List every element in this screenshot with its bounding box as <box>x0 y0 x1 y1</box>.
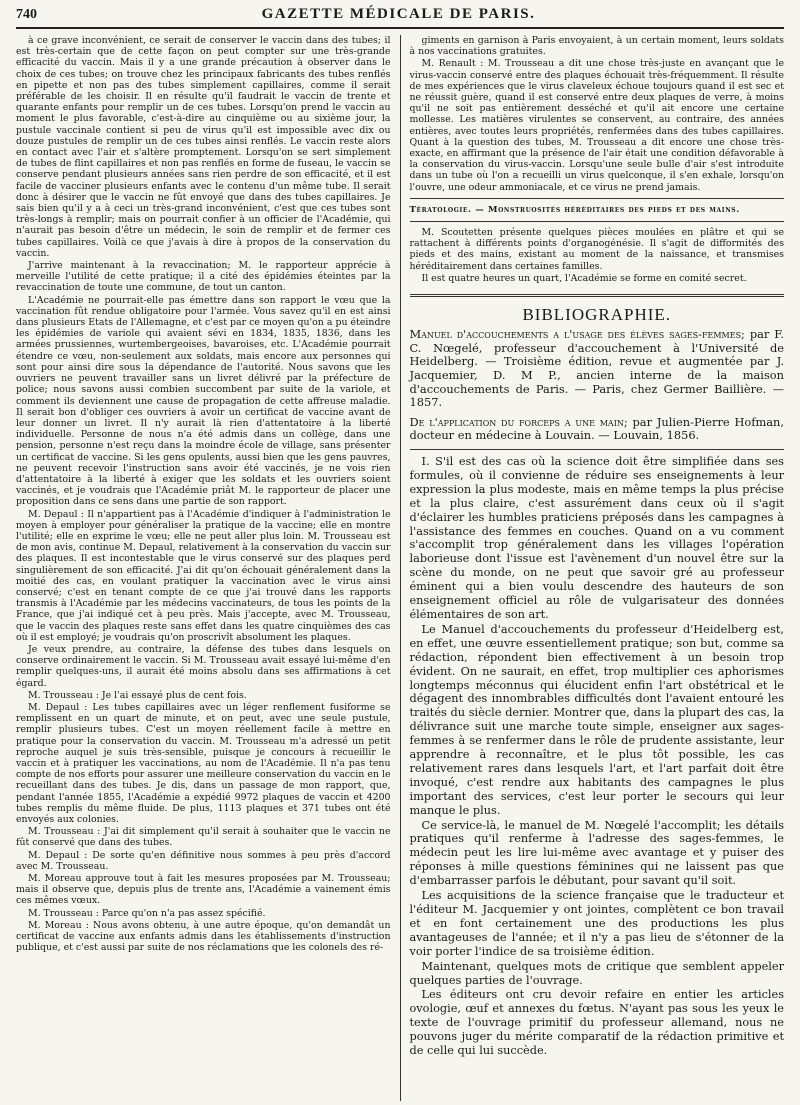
paragraph: I. S'il est des cas où la science doit être simplifiée dans ses formules, où il convienne de réduire ses enseignements à leur expression la plus modeste, mais en même temps la plus précise et la plus claire, c'est assurément dans ceux où il s'agit d'éclairer les humbles praticiens préposés dans les campagnes à l'assistance des femmes en couches. Quand on a vu comment s'accomplit trop généralement dans les villages l'opération laborieuse dont l'issue est l'avènement d'un nouvel être sur la scène du monde, on ne peut que savoir gré au professeur éminent qui a bien voulu descendre des hauteurs de son enseignement officiel au rôle de vulgarisateur des données élémentaires de son art. <box>409 455 784 621</box>
bibliography-title: BIBLIOGRAPHIE. <box>522 305 672 325</box>
bibliography-entry <box>410 328 785 410</box>
left-column <box>16 35 400 1101</box>
paragraph: Les éditeurs ont cru devoir refaire en entier les articles ovologie, œuf et annexes du fœtus. N'ayant pas sous les yeux le texte de l'ouvrage primitif du professeur allemand, nous ne pouvons juger du mérite comparatif de la rédaction primitive et de celle qui lui succède. <box>409 988 784 1058</box>
paragraph: Ce service-là, le manuel de M. Nœgelé l'accomplit; les détails pratiques qu'il renferme à l'adresse des sages-femmes, le médecin peut les lire lui-même avec avantage et y puiser des réponses à mille questions féminines qui ne laissent pas que d'embarrasser parfois le débutant, pour savant qu'il soit. <box>409 818 784 888</box>
paragraph: M. Scoutetten présente quelques pièces moulées en plâtre et qui se rattachent à différents points d'organogénésie. Il s'agit de difformités des pieds et des mains, existant au moment de la naissance, et transmises héréditairement dans certaines familles. <box>409 227 784 272</box>
teratology-heading: Tératologie. — Monstruosités héréditaires des pieds et des mains. <box>409 204 740 215</box>
paragraph: J'arrive maintenant à la revaccination; M. le rapporteur apprécie à merveille l'utilité de cette pratique; il a cité des épidémies éteintes par la revaccination de toute une commune, de tout un canton. <box>16 260 391 294</box>
paragraph: Il est quatre heures un quart, l'Académie se forme en comité secret. <box>421 272 747 284</box>
paragraph: M. Trousseau : J'ai dit simplement qu'il serait à souhaiter que le vaccin ne fût conservé que dans des tubes. <box>16 826 391 849</box>
section-divider <box>410 198 785 199</box>
paragraph: M. Renault : M. Trousseau a dit une chose très-juste en avançant que le virus-vaccin conservé entre des plaques échouait très-fréquemment. Il résulte de mes expériences que le virus claveleux échoue toujours quand il est sec et ne réussit guère, quand il est conservé entre deux plaques de verre, à moins qu'il ne soit pas entièrement desséché et qu'il ait encore une certaine mollesse. Les matières virulentes se conservent, au contraire, des années entières, avec toutes leurs propriétés, renfermées dans des tubes capillaires. Quant à la question des tubes, M. Trousseau a dit encore une chose très-exacte, en affirmant que la présence de l'air était une condition défavorable à la conservation du virus-vaccin. Lorsqu'une seule bulle d'air s'est introduite dans un tube où l'on a recueilli un virus quelconque, il s'en exhale, lorsqu'on l'ouvre, une odeur ammoniacale, et ce virus ne prend jamais. <box>409 58 784 193</box>
section-divider <box>410 221 785 222</box>
paragraph: Maintenant, quelques mots de critique que semblent appeler quelques parties de l'ouvrage. <box>409 959 784 987</box>
running-title: GAZETTE MÉDICALE DE PARIS. <box>261 6 536 22</box>
text-columns <box>16 35 784 1101</box>
paragraph: giments en garnison à Paris envoyaient, à un certain moment, leurs soldats à nos vaccinations gratuites. <box>409 35 784 58</box>
bibliography-entry-title: De l'application du forceps a une main; <box>409 414 628 429</box>
page-header <box>16 6 784 29</box>
paragraph: Le Manuel d'accouchements du professeur d'Heidelberg est, en effet, une œuvre essentiellement pratique; son but, comme sa rédaction, répondent bien effectivement à un besoin trop évident. On ne saurait, en effet, trop multiplier ces aphorismes longtemps méconnus qui élucident enfin l'art obstétrical et le dégagent des innombrables difficultés dont l'avaient entouré les traités du siècle dernier. Montrer que, dans la plupart des cas, la délivrance suit une marche toute simple, enseigner aux sages-femmes à se renfermer dans le rôle de prudente assistante, leur apprendre à reconnaître, et le plus tôt possible, les cas relativement rares dans lesquels l'art, et l'art parfait doit être invoqué, c'est rendre aux habitants des campagnes le plus important des services, c'est leur porter le secours qui leur manque le plus. <box>409 622 784 817</box>
review-text <box>410 455 785 1058</box>
bibliography-entry <box>410 416 785 443</box>
paragraph: Les acquisitions de la science française que le traducteur et l'éditeur M. Jacquemier y ont jointes, complètent ce bon travail et en font certainement une des productions les plus avantageuses de l'année; et il n'y a pas lieu de s'étonner de la voir porter l'indice de sa troisième édition. <box>409 889 784 958</box>
bibliography-entry-title: Manuel d'accouchements a l'usage des élèves sages-femmes; <box>409 327 745 342</box>
paragraph: M. Depaul : Les tubes capillaires avec un léger renflement fusiforme se remplissent en un quart de minute, et on peut, avec une seule pustule, remplir plusieurs tubes. C'est un moyen réellement facile à mettre en pratique pour la conservation du vaccin. M. Trousseau m'a adressé un petit reproche auquel je suis très-sensible, puisque je concours à recueillir le vaccin et à pratiquer les vaccinations, au nom de l'Académie. Il n'a pas tenu compte de nos efforts pour assurer une meilleure conservation du vaccin en le recueillant dans des tubes. Je dis, dans un passage de mon rapport, que, pendant l'année 1855, l'Académie a expédié 9972 plaques de vaccin et 4200 tubes remplis du même fluide. De plus, 1113 plaques et 371 tubes ont été envoyés aux colonies. <box>16 701 391 826</box>
right-column <box>400 35 785 1101</box>
section-divider <box>410 449 785 450</box>
paragraph: L'Académie ne pourrait-elle pas émettre dans son rapport le vœu que la vaccination fût rendue obligatoire pour l'armée. Vous savez qu'il en est ainsi dans plusieurs Etats de l'Allemagne, et c'est par ce moyen qu'on a pu éteindre les épidémies de variole qui avaient sévi en 1834, 1835, 1836, dans les armées prussiennes, wurtembergeoises, bavaroises, etc. L'Académie pourrait étendre ce vœu, non-seulement aux soldats, mais encore aux personnes qui sont pour ainsi dire sous la dépendance de l'autorité. Nous savons que les ouvriers ne peuvent travailler sans un livret délivré par la préfecture de police; nous savons aussi combien succombent par suite de la variole, et comment ils deviennent une cause de propagation de cette affreuse maladie. Il serait bon d'obliger ces ouvriers à avoir un certificat de vaccine avant de leur donner un livret. Il n'y aurait là rien d'attentatoire à la liberté individuelle. Personne de nous n'a été admis dans un collège, dans une pension, personne n'est reçu dans la moindre école de village, sans présenter un certificat de vaccine. Si les gens opulents, aussi bien que les gens pauvres, ne peuvent recevoir l'instruction sans avoir été vaccinés, je ne vois rien d'attentatoire à la liberté à exiger que les soldats et les ouvriers soient vaccinés, et je voudrais que l'Académie priât M. le rapporteur de placer une proposition dans ce sens dans une partie de son rapport. <box>16 294 391 508</box>
paragraph: M. Depaul : Il n'appartient pas à l'Académie d'indiquer à l'administration le moyen à employer pour généraliser la pratique de la vaccine; elle en montre l'utilité; elle en exprime le vœu; elle ne peut aller plus loin. M. Trousseau est de mon avis, continue M. Depaul, relativement à la conservation du vaccin sur des plaques. Il est incontestable que le virus conservé sur des plaques perd singulièrement de son efficacité. J'ai dit qu'on échouait généralement dans la moitié des cas, en voulant pratiquer la vaccination avec le virus ainsi conservé; c'est en tenant compte de ce que j'ai trouvé dans les rapports transmis à l'Académie par les médecins vaccinateurs, de tous les points de la France, que j'ai indiqué cet à peu près. Mais j'accepte, avec M. Trousseau, que le vaccin des plaques reste sans effet dans les quatre cinquièmes des cas où il est employé; je voudrais qu'on proscrivît absolument les plaques. <box>16 508 391 643</box>
bibliography-divider <box>410 294 785 297</box>
paragraph: à ce grave inconvénient, ce serait de conserver le vaccin dans des tubes; il est très-certain que de cette façon on peut compter sur une très-grande efficacité du vaccin. Mais il y a une grande précaution à observer dans le choix de ces tubes; on trouve chez les principaux fabricants des tubes renflés en pipette et non pas des tubes simplement capillaires, comme il serait préférable de les choisir. Il en résulte qu'il faudrait le vaccin de trente et quarante enfants pour remplir un de ces tubes. Lorsqu'on prend le vaccin au moment le plus favorable, c'est-à-dire au cinquième ou au sixième jour, la pustule vaccinale contient si peu de virus qu'il est impossible avec dix ou douze pustules de remplir un de ces tubes ainsi renflés. Le vaccin reste alors en contact avec l'air et s'altère promptement. Lorsqu'on se sert simplement de tubes de flint capillaires et non pas renflés en forme de fuseau, le vaccin se conserve pendant plusieurs années sans rien perdre de son efficacité, et il est facile de vacciner plusieurs enfants avec le contenu d'un même tube. Il serait donc à désirer que le vaccin ne fût envoyé que dans des tubes capillaires. Je sais bien qu'il y a à ceci un très-grand inconvénient, c'est que ces tubes sont très-longs à remplir; mais on pourrait confier à un officier de l'Académie, qui n'aurait pas besoin d'être un médecin, le soin de remplir et de fermer ces tubes capillaires. Voilà ce que j'avais à dire à propos de la conservation du vaccin. <box>16 35 391 259</box>
paragraph: M. Moreau : Nous avons obtenu, à une autre époque, qu'on demandât un certificat de vaccine aux enfants admis dans les établissements d'instruction publique, et c'est aussi par suite de nos réclamations que les colonels des ré- <box>16 919 391 954</box>
paragraph: M. Trousseau : Parce qu'on n'a pas assez spécifié. <box>28 907 266 919</box>
page-number: 740 <box>16 7 37 22</box>
bibliography-entry-details: par Julien-Pierre Hofman, docteur en médecine à Louvain. — Louvain, 1856. <box>409 414 784 443</box>
paragraph: M. Trousseau : Je l'ai essayé plus de cent fois. <box>28 689 247 701</box>
paragraph: Je veux prendre, au contraire, la défense des tubes dans lesquels on conserve ordinairement le vaccin. Si M. Trousseau avait essayé lui-même d'en remplir quelques-uns, il aurait été moins absolu dans ses affirmations à cet égard. <box>16 643 391 689</box>
paragraph: M. Moreau approuve tout à fait les mesures proposées par M. Trousseau; mais il observe que, depuis plus de trente ans, l'Académie a vainement émis ces mêmes vœux. <box>16 873 391 907</box>
paragraph: M. Depaul : De sorte qu'en définitive nous sommes à peu près d'accord avec M. Trousseau. <box>16 849 391 872</box>
bibliography-entry-details: par F. C. Nœgelé, professeur d'accouchement à l'Université de Heidelberg. — Troisième édition, revue et augmentée par J. Jacquemier, D. M P., ancien interne de la maison d'accouchements de Paris. — Paris, chez Germer Baillière. — 1857. <box>409 327 784 410</box>
